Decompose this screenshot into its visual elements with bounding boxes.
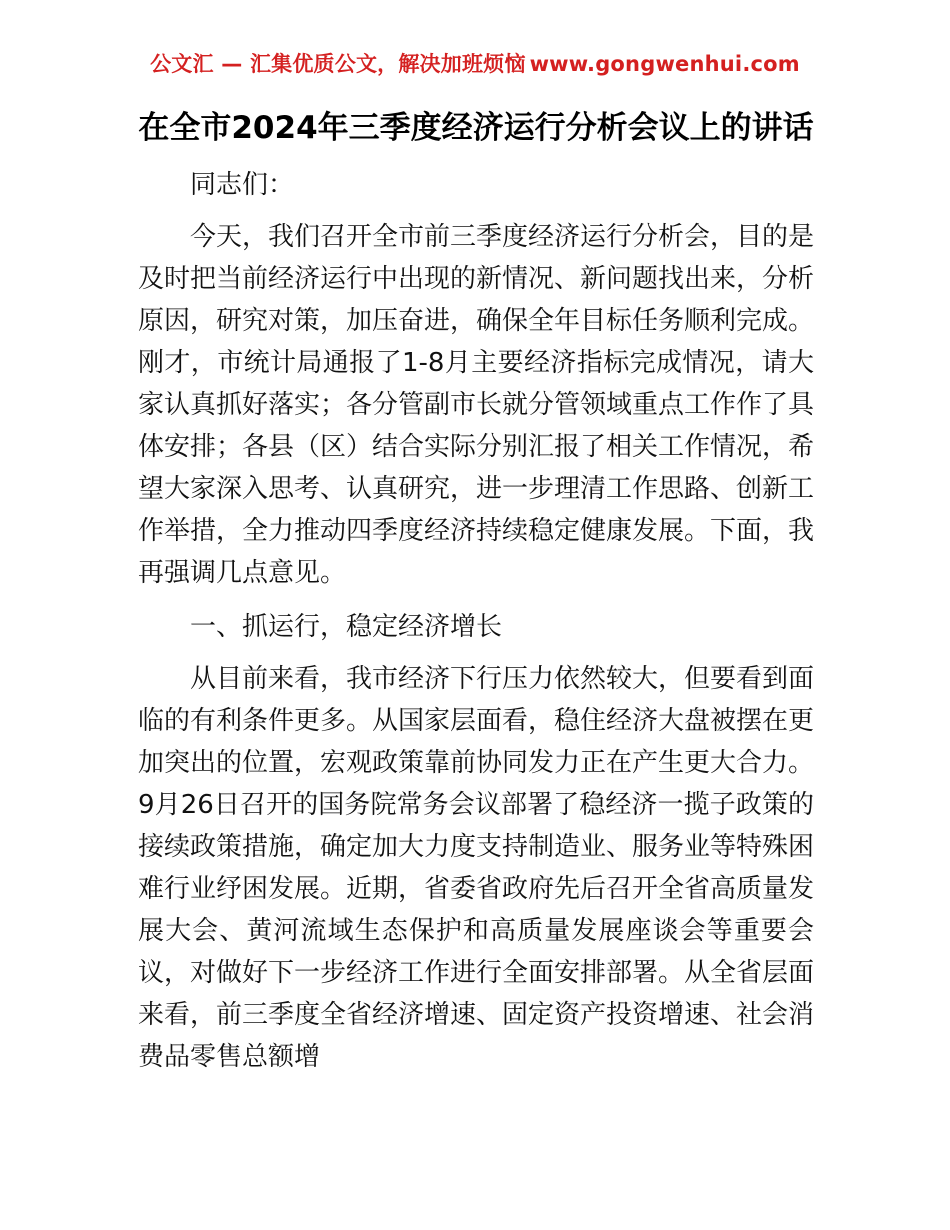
site-banner — [0, 48, 950, 78]
site-banner-dash: — — [213, 52, 250, 76]
site-brand-name: 公文汇 — [150, 52, 214, 76]
document-body — [138, 104, 814, 1080]
spacer — [138, 206, 814, 216]
spacer — [138, 596, 814, 606]
spacer — [138, 648, 814, 658]
paragraph-intro: 今天，我们召开全市前三季度经济运行分析会，目的是及时把当前经济运行中出现的新情况、新问题找出来，分析原因，研究对策，加压奋进，确保全年目标任务顺利完成。刚才，市统计局通报了1-8月主要经济指标完成情况，请大家认真抓好落实；各分管副市长就分管领域重点工作作了具体安排；各县（区）结合实际分别汇报了相关工作情况，希望大家深入思考、认真研究，进一步理清工作思路、创新工作举措，全力推动四季度经济持续稳定健康发展。下面，我再强调几点意见。 — [138, 222, 815, 588]
salutation: 同志们： — [190, 170, 295, 200]
page-title: 在全市2024年三季度经济运行分析会议上的讲话 — [138, 110, 814, 146]
paragraph-section-one-body: 从目前来看，我市经济下行压力依然较大，但要看到面临的有利条件更多。从国家层面看，稳住经济大盘被摆在更加突出的位置，宏观政策靠前协同发力正在产生更大合力。9月26日召开的国务院常务会议部署了稳经济一揽子政策的接续政策措施，确定加大力度支持制造业、服务业等特殊困难行业纾困发展。近期，省委省政府先后召开全省高质量发展大会、黄河流域生态保护和高质量发展座谈会等重要会议，对做好下一步经济工作进行全面安排部署。从全省层面来看，前三季度全省经济增速、固定资产投资增速、社会消费品零售总额增 — [138, 664, 815, 1072]
site-url[interactable]: www.gongwenhui.com — [529, 52, 800, 76]
section-heading-one: 一、抓运行，稳定经济增长 — [190, 612, 503, 642]
site-tagline: 汇集优质公文，解决加班烦恼 — [249, 52, 526, 76]
